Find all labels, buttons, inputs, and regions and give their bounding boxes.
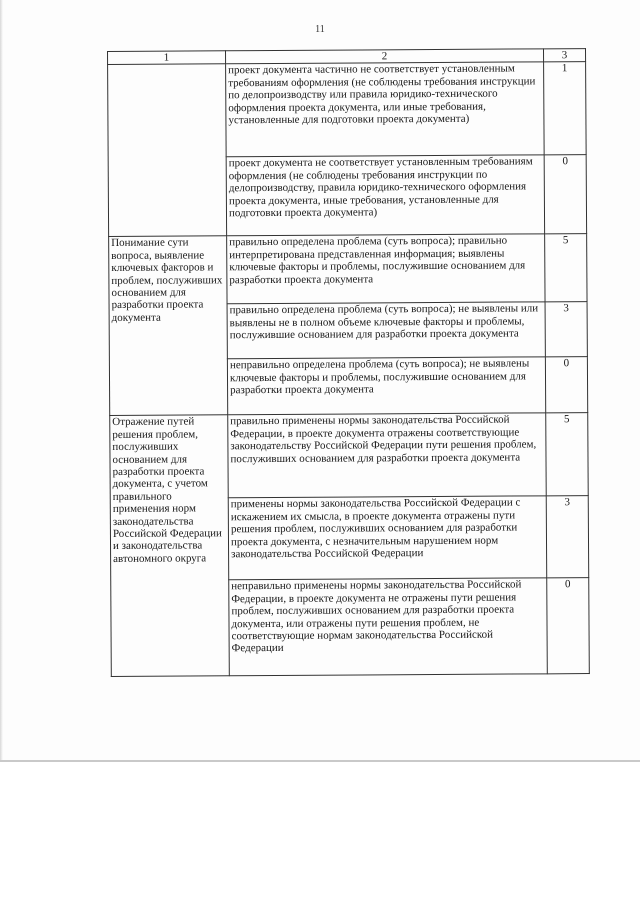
score-cell: 3	[545, 302, 587, 357]
score-cell: 1	[544, 62, 587, 155]
description-cell: неправильно определена проблема (суть вопроса); не выявлены ключевые факторы и проблемы, послужившие основанием для разработки проекта документа	[227, 357, 545, 415]
scan-edge	[0, 760, 640, 762]
criterion-cell: Отражение путей решения проблем, послуживших основанием для разработки проекта документа, с учетом правильного применения норм законодательства Российской Федерации и законодательства автономного округа	[110, 415, 230, 677]
table-row	[109, 234, 587, 305]
header-col-2: 2	[226, 49, 544, 64]
description-cell: применены нормы законодательства Российской Федерации с искажением их смысла, в проекте документа отражены пути решения проблем, послуживших основанием для разработки проекта документа, с незначительным нарушением норм законодательства Российской Федерации	[228, 496, 546, 580]
description-cell: правильно применены нормы законодательства Российской Федерации, в проекте документа отражены соответствующие законодательству Российской Федерации пути решения проблем, послуживших основанием для разработки проекта документа	[228, 413, 547, 498]
description-cell: правильно определена проблема (суть вопроса); правильно интерпретирована представленная информация; выявлены ключевые факторы и проблемы, послужившие основанием для разработки проекта документа	[227, 234, 545, 304]
criterion-cell	[108, 64, 227, 237]
header-col-1: 1	[108, 51, 226, 65]
description-cell: проект документа не соответствует установленным требованиям оформления (не соблюдены требования инструкции по делопроизводству, правила юридико-технического оформления проекта документа, иные требования, установленные для подготовки проекта документа)	[226, 155, 544, 236]
score-cell: 5	[545, 234, 587, 302]
score-cell: 3	[546, 496, 589, 578]
description-cell: проект документа частично не соответствует установленным требованиям оформления (не соблюдены требования инструкции по делопроизводству или правила юридико-технического оформления проекта документа, или иные требования, установленные для подготовки проекта документа)	[226, 62, 545, 157]
description-cell: правильно определена проблема (суть вопроса); не выявлены или выявлены не в полном объеме ключевые факторы и проблемы, послужившие основанием для разработки проекта документа	[227, 302, 545, 359]
page-number: 11	[315, 24, 325, 35]
scan-shadow	[0, 0, 3, 760]
score-cell: 5	[546, 413, 589, 496]
table-row	[110, 413, 588, 499]
score-cell: 0	[545, 357, 587, 413]
criteria-table	[107, 48, 590, 677]
header-col-3: 3	[543, 49, 585, 63]
table-row	[108, 62, 587, 158]
score-cell: 0	[547, 578, 590, 674]
score-cell: 0	[544, 155, 586, 234]
description-cell: неправильно применены нормы законодательства Российской Федерации, в проекте документа не отражены пути решения проблем, послуживших основанием для разработки проекта документа, или отражены пути решения проблем, не соответствующие нормам законодательства Российской Федерации	[229, 578, 548, 676]
criterion-cell: Понимание сути вопроса, выявление ключевых факторов и проблем, послуживших основанием для разработки проекта документа	[109, 236, 228, 416]
